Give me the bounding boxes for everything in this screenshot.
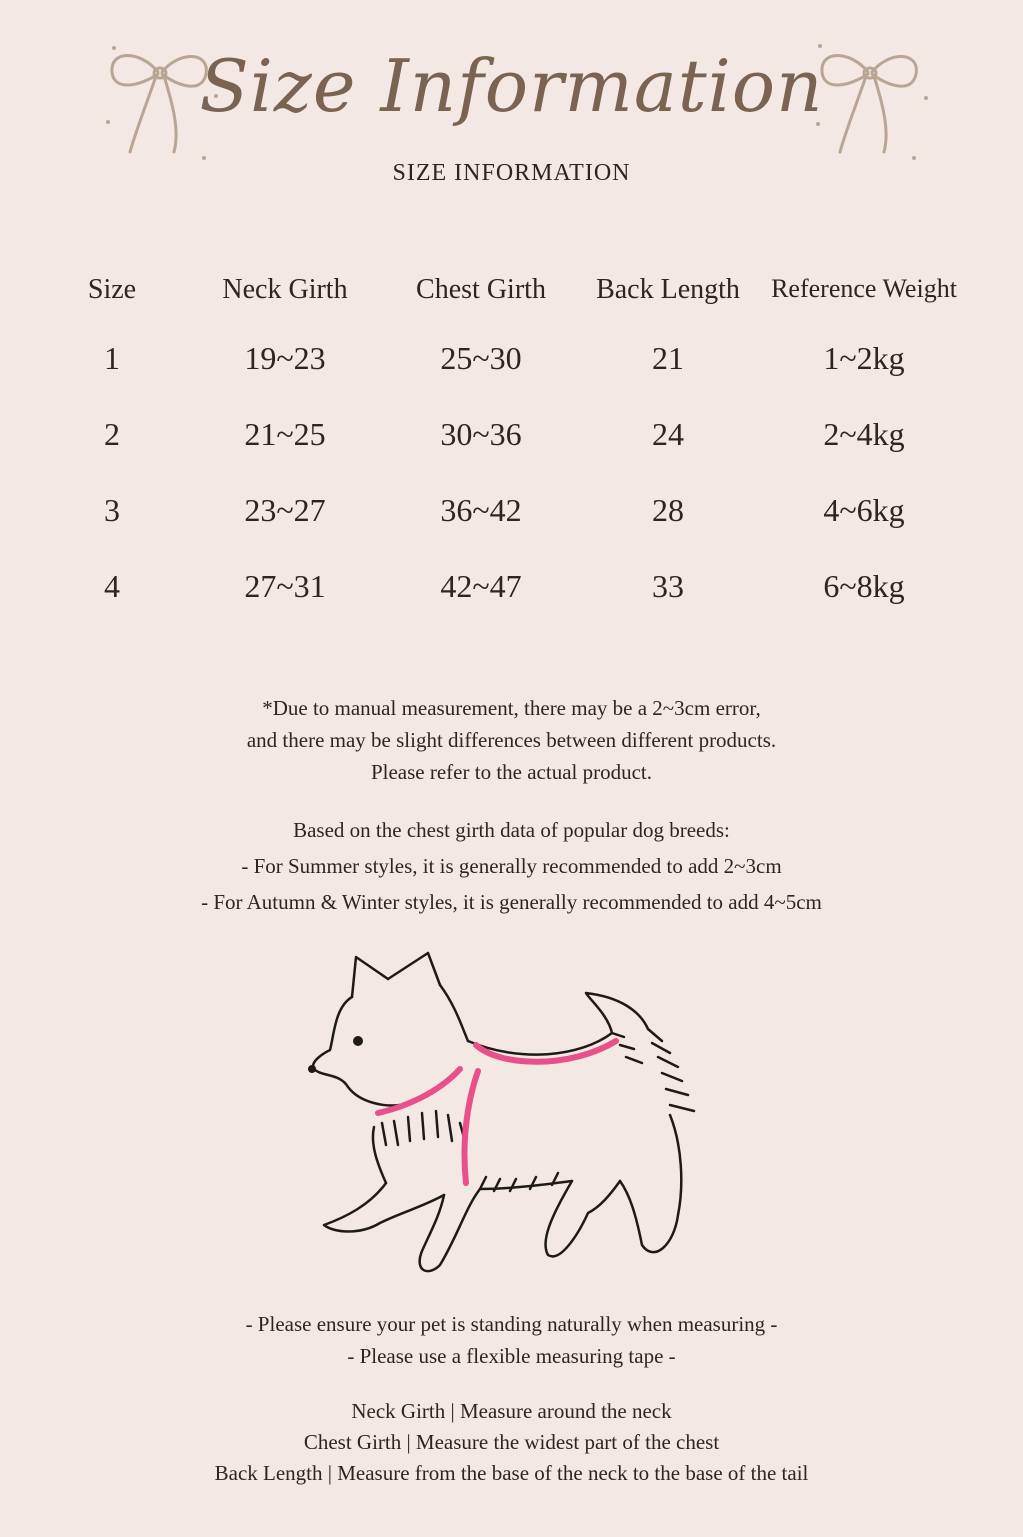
table-row: [0, 332, 1023, 408]
recommendation-line: - For Autumn & Winter styles, it is generally recommended to add 4~5cm: [201, 890, 822, 914]
page-title: Size Information: [199, 44, 824, 128]
table-cell: 28: [652, 492, 684, 528]
tip-line: - Please use a flexible measuring tape -: [347, 1344, 676, 1368]
table-cell: 21: [652, 340, 684, 376]
disclaimer-line: Please refer to the actual product.: [370, 760, 653, 784]
recommendation-note: [0, 812, 1023, 920]
page-subtitle: SIZE INFORMATION: [392, 160, 631, 186]
table-cell: 2: [104, 416, 120, 452]
table-cell: 3: [104, 492, 120, 528]
table-row: [0, 560, 1023, 636]
table-header-row: [0, 262, 1023, 332]
column-header-neck-girth: Neck Girth: [222, 274, 348, 305]
table-cell: 2~4kg: [823, 416, 905, 452]
column-header-chest-girth: Chest Girth: [416, 274, 546, 305]
table-row: [0, 484, 1023, 560]
definition-chest-girth: Chest Girth | Measure the widest part of the chest: [303, 1430, 720, 1454]
disclaimer-line: *Due to manual measurement, there may be a 2~3cm error,: [262, 696, 761, 720]
table-cell: 30~36: [440, 416, 522, 452]
table-cell: 25~30: [440, 340, 522, 376]
recommendation-line: - For Summer styles, it is generally recommended to add 2~3cm: [241, 854, 782, 878]
table-row: [0, 408, 1023, 484]
definition-neck-girth: Neck Girth | Measure around the neck: [351, 1399, 672, 1423]
column-header-reference-weight: Reference Weight: [771, 274, 957, 303]
table-cell: 4~6kg: [823, 492, 905, 528]
definition-back-length: Back Length | Measure from the base of the neck to the base of the tail: [214, 1461, 809, 1485]
column-header-back-length: Back Length: [596, 274, 740, 305]
table-cell: 42~47: [440, 568, 522, 604]
table-cell: 36~42: [440, 492, 522, 528]
size-table: [0, 262, 1023, 636]
table-cell: 4: [104, 568, 120, 604]
tip-line: - Please ensure your pet is standing naturally when measuring -: [245, 1312, 778, 1336]
measuring-tips: [0, 1308, 1023, 1372]
table-cell: 33: [652, 568, 684, 604]
recommendation-line: Based on the chest girth data of popular dog breeds:: [293, 818, 730, 842]
table-cell: 1: [104, 340, 120, 376]
table-cell: 21~25: [244, 416, 326, 452]
table-cell: 27~31: [244, 568, 326, 604]
measurement-definitions: [0, 1396, 1023, 1489]
table-cell: 23~27: [244, 492, 326, 528]
table-cell: 24: [652, 416, 684, 452]
disclaimer-line: and there may be slight differences between different products.: [246, 728, 777, 752]
table-cell: 19~23: [244, 340, 326, 376]
column-header-size: Size: [87, 274, 137, 305]
dog-measurement-icon: [290, 945, 730, 1285]
table-cell: 6~8kg: [823, 568, 905, 604]
disclaimer-note: [0, 692, 1023, 788]
table-cell: 1~2kg: [823, 340, 905, 376]
